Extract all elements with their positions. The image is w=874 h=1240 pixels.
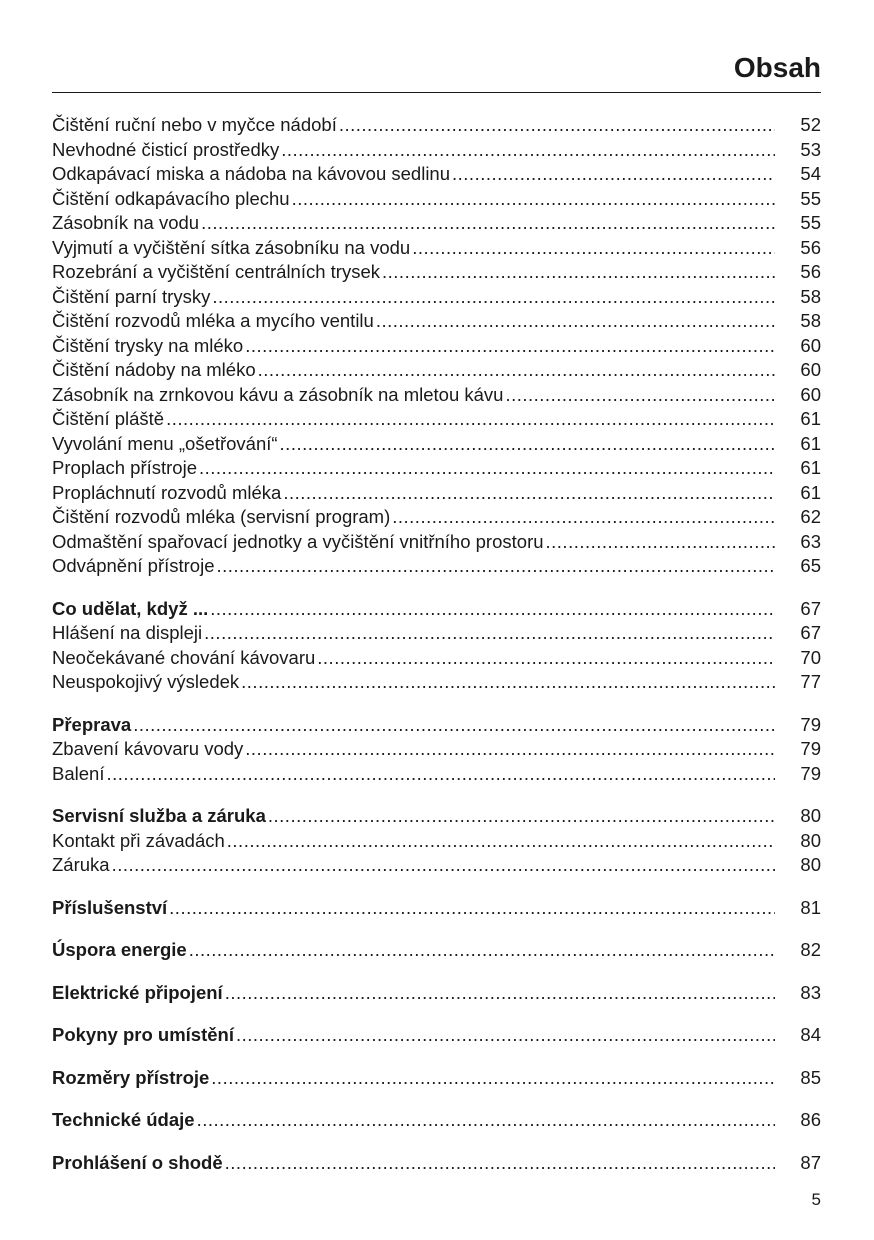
- toc-entry-label: Neuspokojivý výsledek: [52, 671, 240, 692]
- toc-group: [52, 597, 821, 695]
- toc-entry[interactable]: [52, 236, 821, 261]
- dot-leader: [204, 621, 775, 646]
- toc-entry[interactable]: [52, 456, 821, 481]
- toc-entry-page: 54: [800, 163, 821, 184]
- dot-leader: [106, 762, 775, 787]
- toc-entry[interactable]: [52, 309, 821, 334]
- toc-entry-label: Odkapávací miska a nádoba na kávovou sedlinu: [52, 163, 451, 184]
- toc-entry-label: Zásobník na vodu: [52, 212, 200, 233]
- toc-entry-label: Prohlášení o shodě: [52, 1151, 223, 1173]
- dot-leader: [546, 530, 775, 555]
- toc-entry[interactable]: [52, 829, 821, 854]
- toc-entry-label: Neočekávané chování kávovaru: [52, 646, 316, 668]
- toc-entry[interactable]: [52, 383, 821, 408]
- dot-leader: [189, 938, 775, 963]
- toc-entry-page: 53: [800, 138, 821, 160]
- dot-leader: [199, 456, 775, 481]
- toc-entry-label: Balení: [52, 762, 105, 784]
- dot-leader: [258, 358, 775, 383]
- dot-leader: [133, 713, 775, 738]
- toc-section-heading[interactable]: [52, 1151, 821, 1176]
- toc-section-heading[interactable]: [52, 1066, 821, 1091]
- toc-entry-page: 84: [800, 1024, 821, 1045]
- toc-section-heading[interactable]: [52, 938, 821, 963]
- toc-entry[interactable]: [52, 407, 821, 432]
- toc-entry[interactable]: [52, 285, 821, 310]
- toc-entry[interactable]: [52, 853, 821, 878]
- toc-group: [52, 1151, 821, 1176]
- toc-entry-label: Co udělat, když ...: [52, 597, 209, 619]
- toc-entry-label: Úspora energie: [52, 939, 187, 960]
- toc-group: [52, 1023, 821, 1048]
- dot-leader: [241, 670, 775, 695]
- dot-leader: [412, 236, 775, 261]
- toc-entry[interactable]: [52, 187, 821, 212]
- toc-entry-label: Čištění nádoby na mléko: [52, 359, 256, 380]
- toc-entry-page: 80: [800, 854, 821, 875]
- toc-entry[interactable]: [52, 334, 821, 359]
- toc-entry-label: Zásobník na zrnkovou kávu a zásobník na mletou kávu: [52, 383, 504, 405]
- dot-leader: [268, 804, 775, 829]
- toc-entry[interactable]: [52, 138, 821, 163]
- toc-entry-page: 58: [800, 310, 821, 331]
- table-of-contents: [52, 113, 821, 1175]
- toc-entry-page: 63: [800, 530, 821, 552]
- dot-leader: [216, 554, 775, 579]
- toc-entry-page: 56: [800, 236, 821, 258]
- toc-entry[interactable]: [52, 621, 821, 646]
- dot-leader: [236, 1023, 775, 1048]
- toc-entry-page: 61: [800, 408, 821, 429]
- dot-leader: [210, 597, 775, 622]
- toc-entry[interactable]: [52, 260, 821, 285]
- toc-entry-label: Pokyny pro umístění: [52, 1024, 234, 1045]
- toc-entry[interactable]: [52, 113, 821, 138]
- toc-entry-page: 61: [800, 457, 821, 478]
- toc-entry-label: Vyjmutí a vyčištění sítka zásobníku na vodu: [52, 236, 411, 258]
- toc-entry-page: 85: [800, 1066, 821, 1088]
- toc-entry-label: Čištění trysky na mléko: [52, 334, 244, 356]
- toc-group: [52, 713, 821, 787]
- toc-entry-page: 60: [800, 359, 821, 380]
- toc-section-heading[interactable]: [52, 1023, 821, 1048]
- toc-group: [52, 896, 821, 921]
- toc-section-heading[interactable]: [52, 597, 821, 622]
- toc-entry-label: Hlášení na displeji: [52, 622, 203, 643]
- toc-entry-page: 67: [800, 597, 821, 619]
- toc-entry-label: Čištění parní trysky: [52, 285, 211, 307]
- toc-entry-page: 80: [800, 829, 821, 851]
- toc-group: [52, 1108, 821, 1133]
- toc-section-heading[interactable]: [52, 896, 821, 921]
- dot-leader: [280, 432, 775, 457]
- toc-entry-label: Servisní služba a záruka: [52, 805, 266, 826]
- dot-leader: [452, 162, 775, 187]
- dot-leader: [283, 481, 775, 506]
- toc-entry-label: Kontakt při závadách: [52, 829, 225, 851]
- dot-leader: [317, 646, 775, 671]
- dot-leader: [212, 285, 775, 310]
- toc-entry-page: 77: [800, 671, 821, 692]
- toc-group: [52, 1066, 821, 1091]
- toc-entry-label: Odvápnění přístroje: [52, 555, 215, 576]
- toc-entry-page: 58: [800, 285, 821, 307]
- toc-entry-page: 70: [800, 646, 821, 668]
- toc-entry-page: 79: [800, 713, 821, 735]
- toc-entry-label: Elektrické připojení: [52, 981, 223, 1003]
- toc-entry[interactable]: [52, 481, 821, 506]
- dot-leader: [211, 1066, 775, 1091]
- toc-entry-label: Čištění ruční nebo v myčce nádobí: [52, 114, 337, 135]
- dot-leader: [392, 505, 775, 530]
- toc-entry[interactable]: [52, 162, 821, 187]
- toc-group: [52, 804, 821, 878]
- dot-leader: [197, 1108, 775, 1133]
- toc-entry-page: 82: [800, 939, 821, 960]
- dot-leader: [166, 407, 775, 432]
- dot-leader: [227, 829, 775, 854]
- toc-entry-page: 61: [800, 481, 821, 503]
- dot-leader: [225, 981, 775, 1006]
- toc-entry-page: 60: [800, 383, 821, 405]
- toc-entry-page: 79: [800, 762, 821, 784]
- toc-entry-page: 80: [800, 805, 821, 826]
- toc-entry-page: 81: [800, 896, 821, 918]
- toc-group: [52, 113, 821, 579]
- toc-group: [52, 938, 821, 963]
- toc-entry[interactable]: [52, 554, 821, 579]
- dot-leader: [245, 334, 775, 359]
- toc-entry[interactable]: [52, 358, 821, 383]
- dot-leader: [339, 113, 775, 138]
- dot-leader: [112, 853, 775, 878]
- toc-section-heading[interactable]: [52, 804, 821, 829]
- toc-entry-page: 55: [800, 212, 821, 233]
- dot-leader: [245, 737, 775, 762]
- toc-entry-label: Čištění pláště: [52, 408, 165, 429]
- toc-entry-label: Čištění rozvodů mléka (servisní program): [52, 506, 391, 527]
- toc-entry-label: Přeprava: [52, 713, 132, 735]
- toc-entry-label: Zbavení kávovaru vody: [52, 738, 244, 759]
- toc-entry-page: 62: [800, 506, 821, 527]
- toc-entry-label: Odmaštění spařovací jednotky a vyčištění vnitřního prostoru: [52, 530, 544, 552]
- toc-entry-label: Nevhodné čisticí prostředky: [52, 138, 280, 160]
- page-title: Obsah: [733, 52, 821, 83]
- toc-entry-page: 83: [800, 981, 821, 1003]
- dot-leader: [382, 260, 775, 285]
- toc-entry-page: 86: [800, 1109, 821, 1130]
- toc-entry-label: Vyvolání menu „ošetřování“: [52, 432, 278, 454]
- toc-entry-page: 87: [800, 1151, 821, 1173]
- toc-entry-page: 79: [800, 738, 821, 759]
- toc-entry-label: Čištění rozvodů mléka a mycího ventilu: [52, 310, 374, 331]
- toc-entry-label: Technické údaje: [52, 1109, 195, 1130]
- toc-entry-page: 67: [800, 622, 821, 643]
- toc-entry-label: Rozměry přístroje: [52, 1066, 210, 1088]
- toc-entry-page: 56: [800, 261, 821, 282]
- toc-entry[interactable]: [52, 670, 821, 695]
- toc-entry-label: Záruka: [52, 854, 110, 875]
- toc-entry[interactable]: [52, 762, 821, 787]
- toc-entry-page: 55: [800, 187, 821, 209]
- toc-entry-page: 52: [800, 114, 821, 135]
- dot-leader: [201, 211, 775, 236]
- toc-entry-label: Čištění odkapávacího plechu: [52, 187, 290, 209]
- toc-entry[interactable]: [52, 505, 821, 530]
- toc-entry[interactable]: [52, 432, 821, 457]
- toc-entry[interactable]: [52, 646, 821, 671]
- toc-entry-label: Proplach přístroje: [52, 457, 197, 478]
- toc-section-heading[interactable]: [52, 713, 821, 738]
- toc-entry-label: Propláchnutí rozvodů mléka: [52, 481, 282, 503]
- dot-leader: [169, 896, 775, 921]
- page-header: [52, 48, 821, 93]
- toc-entry[interactable]: [52, 737, 821, 762]
- toc-entry-page: 60: [800, 334, 821, 356]
- dot-leader: [505, 383, 775, 408]
- dot-leader: [281, 138, 775, 163]
- toc-entry-page: 65: [800, 555, 821, 576]
- toc-entry-label: Rozebrání a vyčištění centrálních trysek: [52, 261, 381, 282]
- dot-leader: [225, 1151, 775, 1176]
- toc-entry[interactable]: [52, 530, 821, 555]
- dot-leader: [376, 309, 775, 334]
- dot-leader: [292, 187, 775, 212]
- toc-entry-label: Příslušenství: [52, 896, 168, 918]
- toc-entry[interactable]: [52, 211, 821, 236]
- toc-group: [52, 981, 821, 1006]
- toc-entry-page: 61: [800, 432, 821, 454]
- toc-section-heading[interactable]: [52, 1108, 821, 1133]
- page-number: 5: [811, 1190, 821, 1209]
- toc-section-heading[interactable]: [52, 981, 821, 1006]
